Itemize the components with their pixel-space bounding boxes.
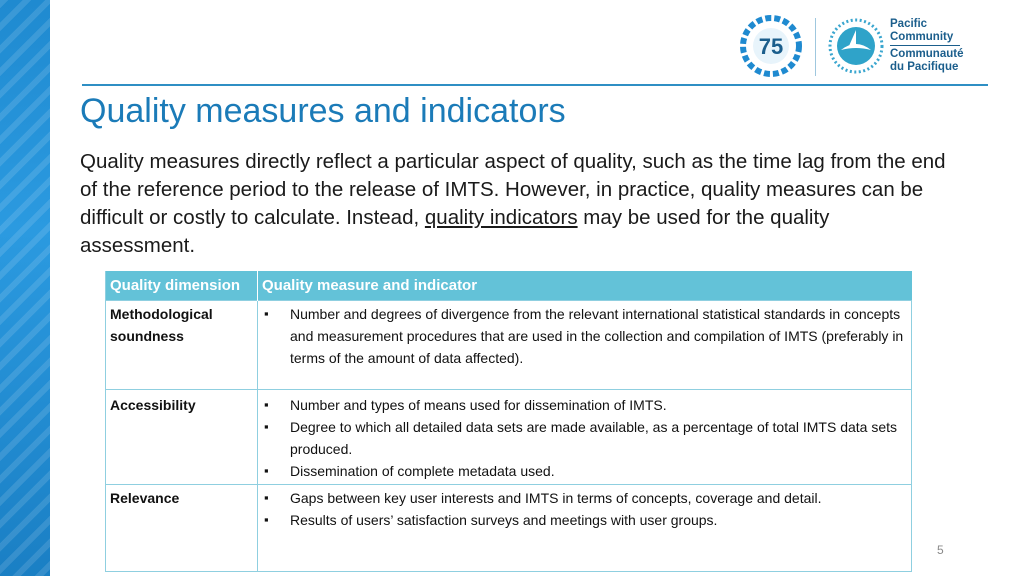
measure-cell	[258, 390, 912, 485]
intro-text-start: Quality measures directly reflect a particular aspect of quality, such as the time lag from the end of the reference period to the release of IMTS. However, in practice, quality measures can be difficult or costly to calculate. Instead,	[80, 150, 946, 229]
table-row	[106, 390, 912, 485]
pacific-community-wordmark	[890, 18, 980, 73]
slide-title: Quality measures and indicators	[80, 92, 566, 130]
column-header-measure: Quality measure and indicator	[258, 271, 912, 301]
list-item: ▪ Gaps between key user interests and IMTS in terms of concepts, coverage and detail.	[290, 487, 907, 509]
org-name-fr-line2: du Pacifique	[890, 60, 959, 73]
table-row	[106, 485, 912, 572]
dimension-cell: Accessibility	[106, 390, 258, 485]
anniversary-75-logo	[735, 14, 807, 78]
dimension-cell: Methodological soundness	[106, 301, 258, 390]
list-item: ▪ Number and degrees of divergence from the relevant international statistical standards in concepts and measurement procedures that are used in the collection and compilation of IMTS (preferably in terms of the amount of data affected).	[290, 303, 907, 369]
intro-paragraph	[80, 148, 950, 260]
list-item: ▪ Results of users’ satisfaction surveys and meetings with user groups.	[290, 509, 907, 531]
column-header-dimension: Quality dimension	[106, 271, 258, 301]
logo-group	[735, 14, 975, 78]
quality-table	[105, 271, 912, 572]
org-name-en-line2: Community	[890, 30, 954, 43]
page-number: 5	[937, 543, 944, 557]
list-item: ▪ Dissemination of complete metadata used.	[290, 460, 907, 482]
measure-cell	[258, 485, 912, 572]
org-name-fr-line1: Communauté	[890, 48, 964, 60]
org-name-en-line1: Pacific	[890, 18, 928, 30]
title-rule	[82, 84, 988, 86]
table-header-row	[106, 271, 912, 301]
decorative-side-band	[0, 0, 50, 576]
logo-divider	[815, 18, 816, 76]
dimension-cell: Relevance	[106, 485, 258, 572]
quality-indicators-link[interactable]: quality indicators	[424, 206, 578, 229]
pacific-community-emblem	[827, 16, 885, 76]
list-item: ▪ Number and types of means used for dissemination of IMTS.	[290, 394, 907, 416]
table-row	[106, 301, 912, 390]
anniversary-number: 75	[758, 34, 784, 59]
list-item: ▪ Degree to which all detailed data sets are made available, as a percentage of total IMTS data sets produced.	[290, 416, 907, 460]
intro-text-end: may be used for the quality assessment.	[80, 206, 830, 257]
measure-cell	[258, 301, 912, 390]
